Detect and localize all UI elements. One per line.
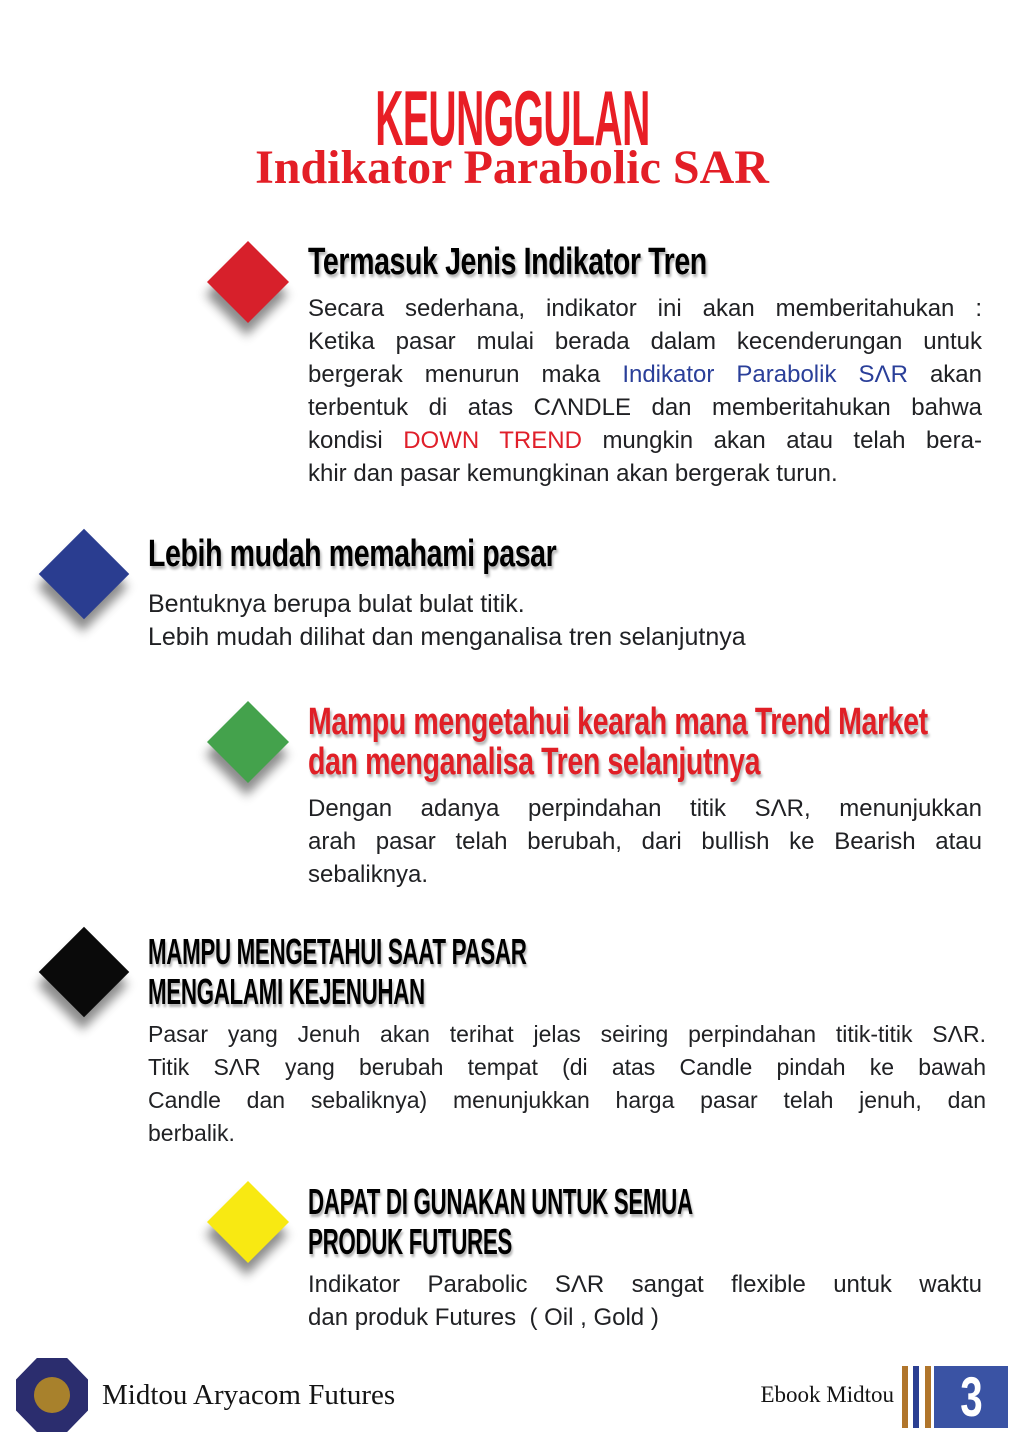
diamond-icon — [207, 701, 289, 783]
body-text-segment: Bentuknya berupa bulat bulat titik. — [148, 590, 525, 618]
section-heading-line: Termasuk Jenis Indikator Tren — [308, 241, 707, 283]
body-line — [148, 1084, 986, 1117]
body-text-segment: DOWN TREND — [403, 427, 582, 454]
ebook-label: Ebook Midtou — [760, 1382, 894, 1407]
body-line — [308, 325, 982, 358]
diamond-bullet — [202, 236, 294, 328]
logo-circle — [34, 1377, 70, 1413]
diamond-bullet — [38, 528, 130, 620]
diamond-bullet — [202, 1176, 294, 1268]
body-line — [308, 391, 982, 424]
body-text-segment: Indikator Parabolik SΛR — [622, 361, 908, 388]
body-text-segment: terbentuk di atas CΛNDLE dan memberitahukan bahwa — [308, 394, 982, 421]
body-text-segment: Indikator Parabolic SΛR sangat flexible untuk waktu — [308, 1271, 982, 1298]
body-text-segment: arah pasar telah berubah, dari bullish ke Bearish atau — [308, 828, 982, 855]
body-line — [308, 358, 982, 391]
body-line — [308, 825, 982, 858]
body-text-segment: Titik SΛR yang berubah tempat (di atas Candle pindah ke bawah — [148, 1054, 986, 1080]
page-title-text: KEUNGGULAN — [374, 74, 650, 163]
diamond-icon — [207, 241, 289, 323]
diamond-bullet — [38, 926, 130, 1018]
body-line — [148, 1117, 986, 1150]
body-text-segment: Dengan adanya perpindahan titik SΛR, menunjukkan — [308, 795, 982, 822]
section-body — [148, 588, 986, 654]
body-text-segment: Secara sederhana, indikator ini akan memberitahukan : — [308, 295, 982, 322]
body-line — [308, 457, 982, 490]
section-heading — [308, 236, 982, 282]
body-text-segment: sebaliknya. — [308, 861, 429, 888]
diamond-bullet — [202, 696, 294, 788]
diamond-icon — [39, 529, 130, 620]
brand-name: Midtou Aryacom Futures — [102, 1379, 396, 1411]
section-heading-line: Lebih mudah memahami pasar — [148, 533, 557, 575]
section-body — [308, 292, 982, 490]
section-heading-line: DAPAT DI GUNAKAN UNTUK SEMUA — [308, 1181, 693, 1222]
section-heading-line: PRODUK FUTURES — [308, 1221, 512, 1262]
section-heading-line: Mampu mengetahui kearah mana Trend Market — [308, 701, 928, 743]
body-text-segment: dan produk Futures ( Oil , Gold ) — [308, 1304, 659, 1331]
page-number-box — [934, 1366, 1008, 1428]
section-heading — [148, 926, 986, 1012]
body-line — [148, 1051, 986, 1084]
body-line — [308, 858, 982, 891]
section-memahami-pasar — [0, 528, 1024, 654]
body-text-segment: Lebih mudah dilihat dan menganalisa tren selanjutnya — [148, 623, 746, 651]
body-text-segment: mungkin akan atau telah bera- — [581, 427, 982, 454]
body-line — [308, 1268, 982, 1301]
section-content — [308, 1176, 982, 1334]
diamond-icon — [207, 1181, 289, 1263]
body-text-segment: Pasar yang Jenuh akan terihat jelas seiring perpindahan titik-titik SΛR. — [148, 1021, 986, 1047]
body-line — [308, 424, 982, 457]
body-line — [148, 588, 986, 621]
page-subtitle: Indikator Parabolic SAR — [255, 140, 769, 194]
body-text-segment: Candle dan sebaliknya) menunjukkan harga pasar telah jenuh, dan — [148, 1087, 986, 1113]
section-trend-market — [0, 696, 1024, 891]
section-content — [308, 236, 982, 490]
body-line — [308, 292, 982, 325]
section-indikator-tren — [0, 236, 1024, 490]
page-footer — [0, 1352, 1024, 1448]
section-heading-line: MAMPU MENGETAHUI SAAT PASAR — [148, 931, 527, 972]
section-heading-line: MENGALAMI KEJENUHAN — [148, 971, 425, 1012]
section-heading — [148, 528, 986, 574]
footer-stripes-icon — [902, 1366, 932, 1428]
body-line — [308, 1301, 982, 1334]
diamond-icon — [39, 927, 130, 1018]
body-line — [148, 1018, 986, 1051]
section-body — [148, 1018, 986, 1150]
section-kejenuhan — [0, 926, 1024, 1150]
section-content — [148, 528, 986, 654]
body-line — [148, 621, 986, 654]
section-body — [308, 1268, 982, 1334]
body-text-segment: berbalik. — [148, 1120, 235, 1146]
body-line — [308, 792, 982, 825]
section-heading — [308, 696, 982, 782]
body-text-segment: bergerak menurun maka — [308, 361, 623, 388]
body-text-segment: khir dan pasar kemungkinan akan bergerak turun. — [308, 460, 838, 487]
section-content — [308, 696, 982, 891]
body-text-segment: kondisi — [308, 427, 404, 454]
page-number: 3 — [960, 1365, 982, 1428]
section-heading — [308, 1176, 982, 1262]
section-body — [308, 792, 982, 891]
body-text-segment: akan — [907, 361, 983, 388]
section-content — [148, 926, 986, 1150]
section-produk-futures — [0, 1176, 1024, 1334]
section-heading-line: dan menganalisa Tren selanjutnya — [308, 741, 761, 783]
midtou-logo-icon — [16, 1358, 88, 1432]
body-text-segment: Ketika pasar mulai berada dalam kecenderungan untuk — [308, 328, 982, 355]
